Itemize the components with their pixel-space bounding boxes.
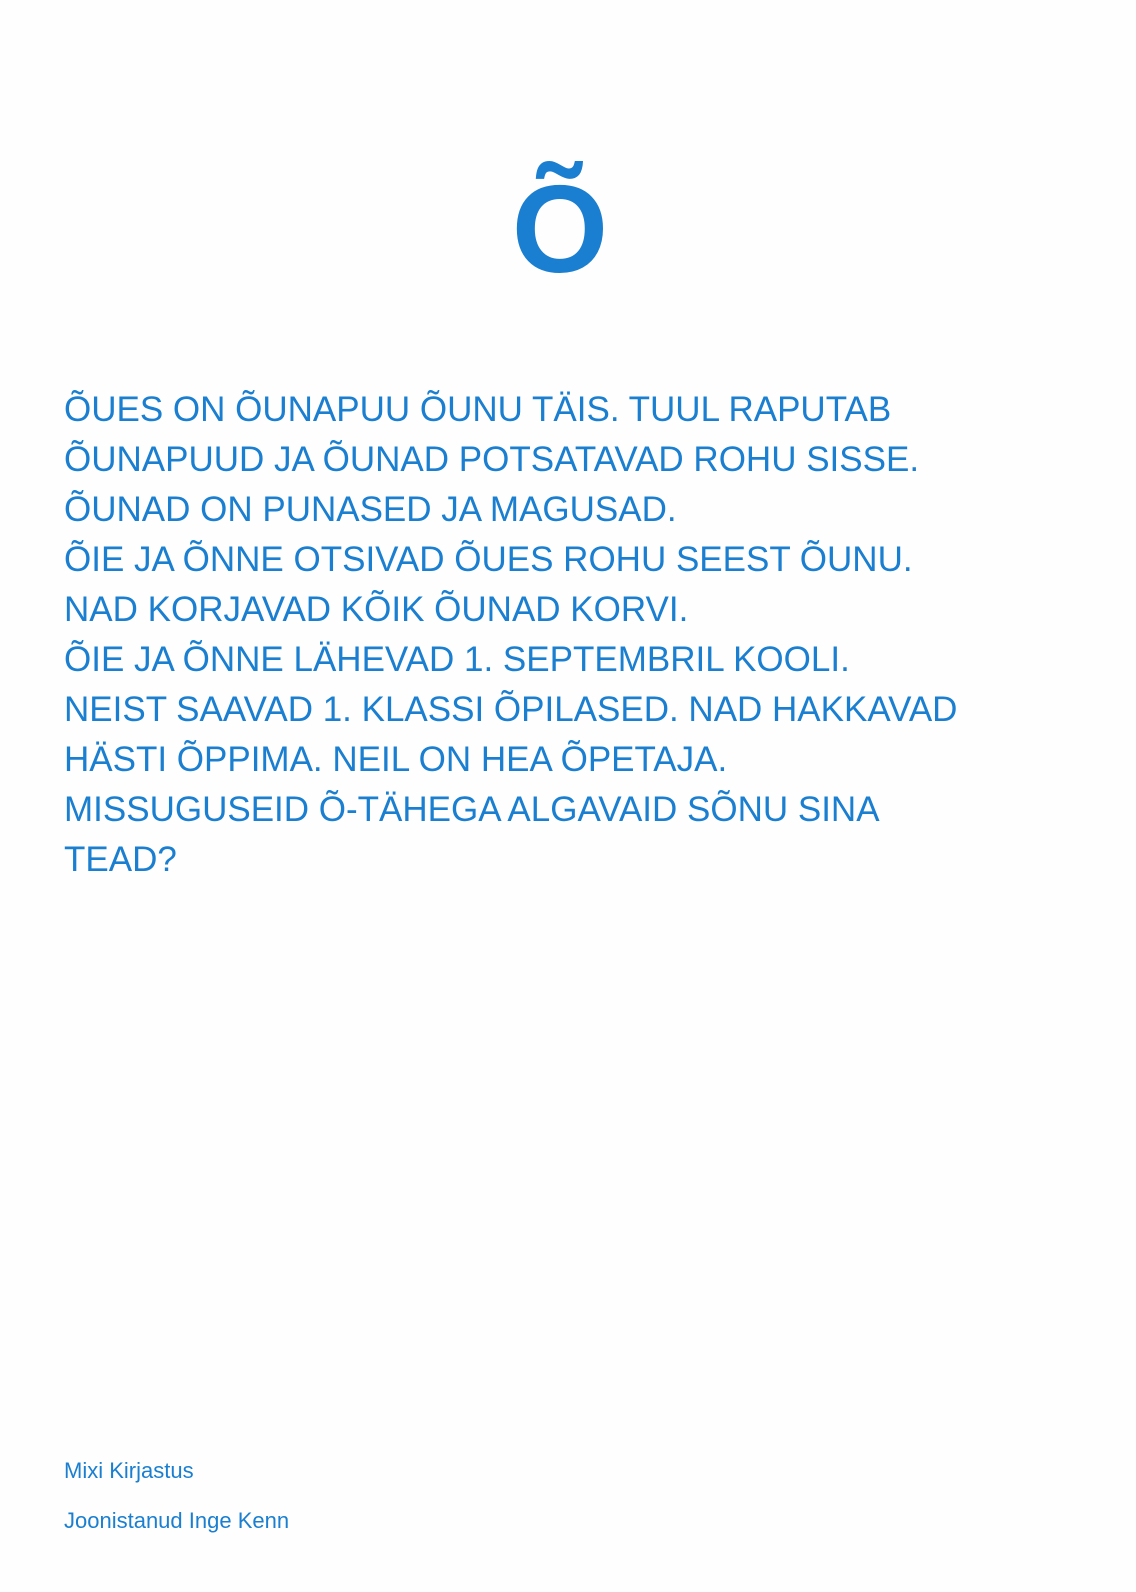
story-line: ÕUES ON ÕUNAPUU ÕUNU TÄIS. TUUL RAPUTAB xyxy=(64,390,892,429)
publisher-credit: Mixi Kirjastus xyxy=(64,1458,194,1483)
story-line: ÕIE JA ÕNNE LÄHEVAD 1. SEPTEMBRIL KOOLI. xyxy=(64,640,850,679)
story-line: NAD KORJAVAD KÕIK ÕUNAD KORVI. xyxy=(64,590,689,629)
story-line: NEIST SAAVAD 1. KLASSI ÕPILASED. NAD HAKKAVAD xyxy=(64,690,958,729)
illustrator-credit: Joonistanud Inge Kenn xyxy=(64,1508,290,1533)
story-text xyxy=(64,385,1114,885)
story-line: MISSUGUSEID Õ-TÄHEGA ALGAVAID SÕNU SINA xyxy=(64,790,880,829)
story-line: ÕUNAPUUD JA ÕUNAD POTSATAVAD ROHU SISSE. xyxy=(64,440,920,479)
story-line: ÕIE JA ÕNNE OTSIVAD ÕUES ROHU SEEST ÕUNU. xyxy=(64,540,913,579)
letter-heading: Õ xyxy=(511,161,609,299)
story-line: HÄSTI ÕPPIMA. NEIL ON HEA ÕPETAJA. xyxy=(64,740,728,779)
story-line: ÕUNAD ON PUNASED JA MAGUSAD. xyxy=(64,490,677,529)
story-line: TEAD? xyxy=(64,840,177,879)
